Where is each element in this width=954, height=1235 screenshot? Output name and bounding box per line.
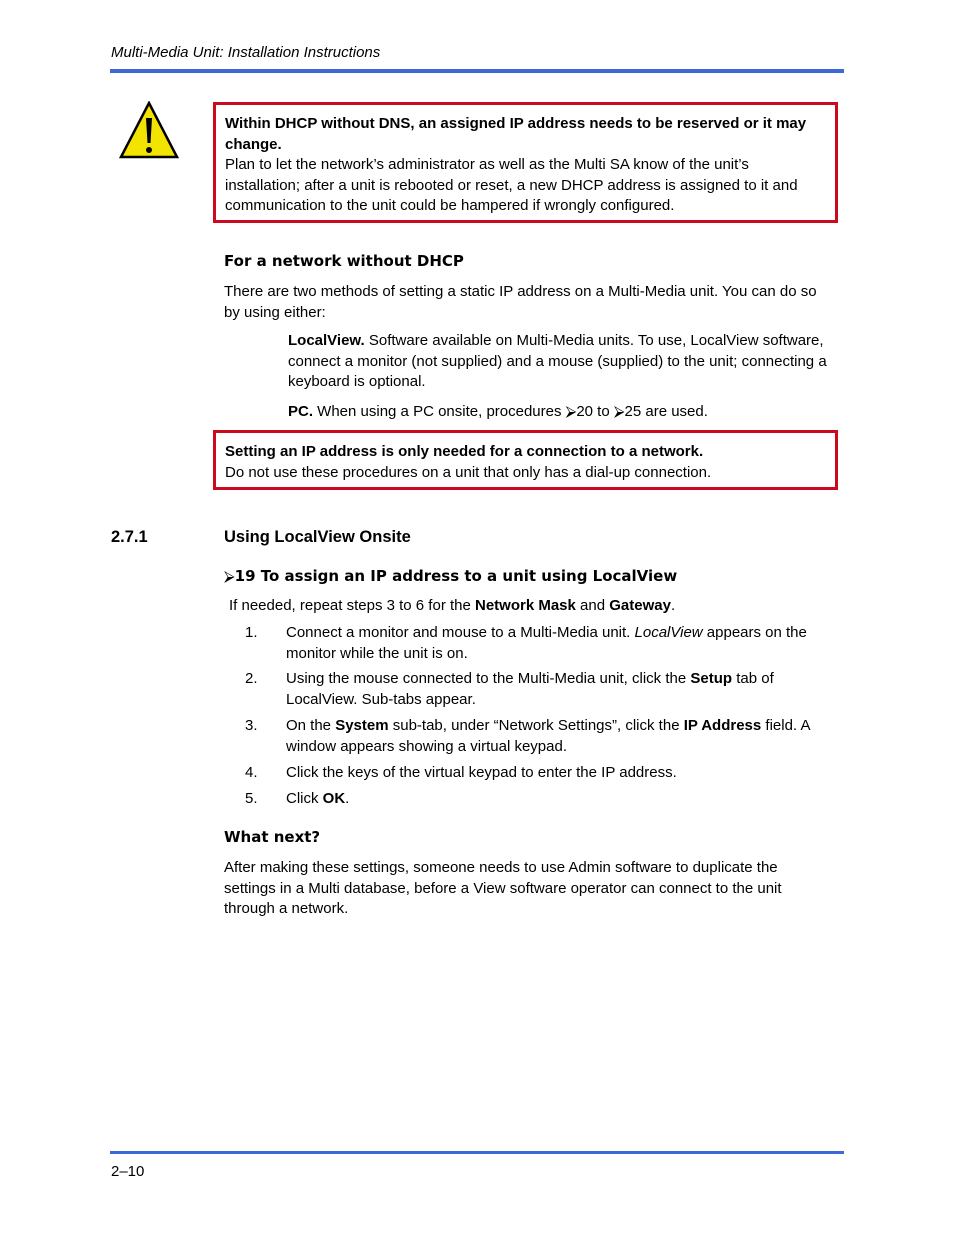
section-number: 2.7.1 [111, 528, 148, 546]
ip-address-term: IP Address [683, 717, 762, 734]
network-warning-text: Do not use these procedures on a unit that only has a dial-up connection. [225, 463, 712, 481]
procedure-ref-link[interactable]: 20 [576, 403, 593, 420]
what-next-text: After making these settings, someone needs to use Admin software to duplicate the settings in a Multi database, before a View software operator can connect to the unit through a network. [224, 859, 782, 917]
step-text [286, 763, 841, 784]
step-text-part: Using the mouse connected to the Multi-Media unit, click the [286, 670, 691, 687]
dhcp-warning-text: Plan to let the network’s administrator as well as the Multi SA know of the unit’s installation; after a unit is rebooted or reset, a new DHCP address is assigned to it and communication to the unit could be hampered if wrongly configured. [225, 156, 798, 214]
dhcp-warning-box [213, 102, 838, 223]
running-header: Multi-Media Unit: Installation Instructions [111, 44, 381, 61]
pc-text-to: to [593, 403, 614, 420]
setup-tab-term: Setup [690, 670, 733, 687]
procedure-ref-link[interactable]: 25 [624, 403, 642, 420]
step-number: 3. [245, 717, 258, 734]
localview-term: LocalView. [288, 332, 365, 349]
step-number: 5. [245, 790, 258, 807]
system-tab-term: System [335, 717, 389, 734]
localview-text: Software available on Multi-Media units. To use, LocalView software, connect a monitor (not supplied) and a mouse (supplied) to the unit; connecting a keyboard is optional. [288, 332, 827, 390]
section-title: Using LocalView Onsite [224, 528, 411, 546]
step-number: 2. [245, 670, 258, 687]
step-text-part: sub-tab, under “Network Settings”, click the [388, 717, 684, 734]
procedure-title-text: 19 To assign an IP address to a unit using LocalView [234, 567, 678, 585]
step-number: 1. [245, 624, 258, 641]
step-text-part: appears on the monitor while the unit is on. [286, 624, 807, 662]
header-rule [110, 69, 844, 73]
no-dhcp-heading: For a network without DHCP [224, 252, 464, 270]
footer-rule [110, 1151, 844, 1154]
pc-option [288, 401, 838, 423]
what-next-heading: What next? [224, 828, 321, 846]
arrow-icon: ⮚ [565, 402, 577, 420]
note-text: If needed, repeat steps 3 to 6 for the [229, 597, 475, 614]
dhcp-warning-title: Within DHCP without DNS, an assigned IP address needs to be reserved or it may change. [225, 115, 807, 153]
pc-text-end: are used. [641, 403, 708, 420]
arrow-icon: ⮚ [224, 567, 235, 585]
note-gateway: Gateway [609, 597, 671, 614]
procedure-note [229, 596, 839, 617]
step-text [286, 669, 841, 710]
no-dhcp-intro: There are two methods of setting a static IP address on a Multi-Media unit. You can do so by using either: [224, 283, 817, 321]
step-text [286, 789, 841, 810]
step-text [286, 623, 841, 664]
ok-term: OK [322, 790, 346, 807]
network-warning-box [213, 430, 838, 490]
warning-triangle-icon [119, 101, 179, 159]
page-number: 2–10 [111, 1163, 145, 1180]
step-text-part: Click the keys of the virtual keypad to enter the IP address. [286, 764, 677, 781]
network-warning-title: Setting an IP address is only needed for a connection to a network. [225, 443, 704, 460]
procedure-title [224, 567, 677, 585]
step-text-part: Connect a monitor and mouse to a Multi-Media unit. [286, 624, 635, 641]
step-text-part: field. A window appears showing a virtual keypad. [286, 717, 810, 755]
step-text-part: tab of LocalView. Sub-tabs appear. [286, 670, 774, 708]
step-number: 4. [245, 764, 258, 781]
localview-option [288, 331, 838, 393]
step-text [286, 716, 844, 757]
note-network-mask: Network Mask [475, 597, 576, 614]
note-text: and [575, 597, 610, 614]
note-text: . [670, 597, 676, 614]
pc-text: When using a PC onsite, procedures [313, 403, 566, 420]
arrow-icon: ⮚ [613, 402, 625, 420]
step-text-part: . [345, 790, 350, 807]
step-text-part: Click [286, 790, 323, 807]
step-text-part: On the [286, 717, 336, 734]
localview-em: LocalView [634, 624, 703, 641]
pc-term: PC. [288, 403, 314, 420]
